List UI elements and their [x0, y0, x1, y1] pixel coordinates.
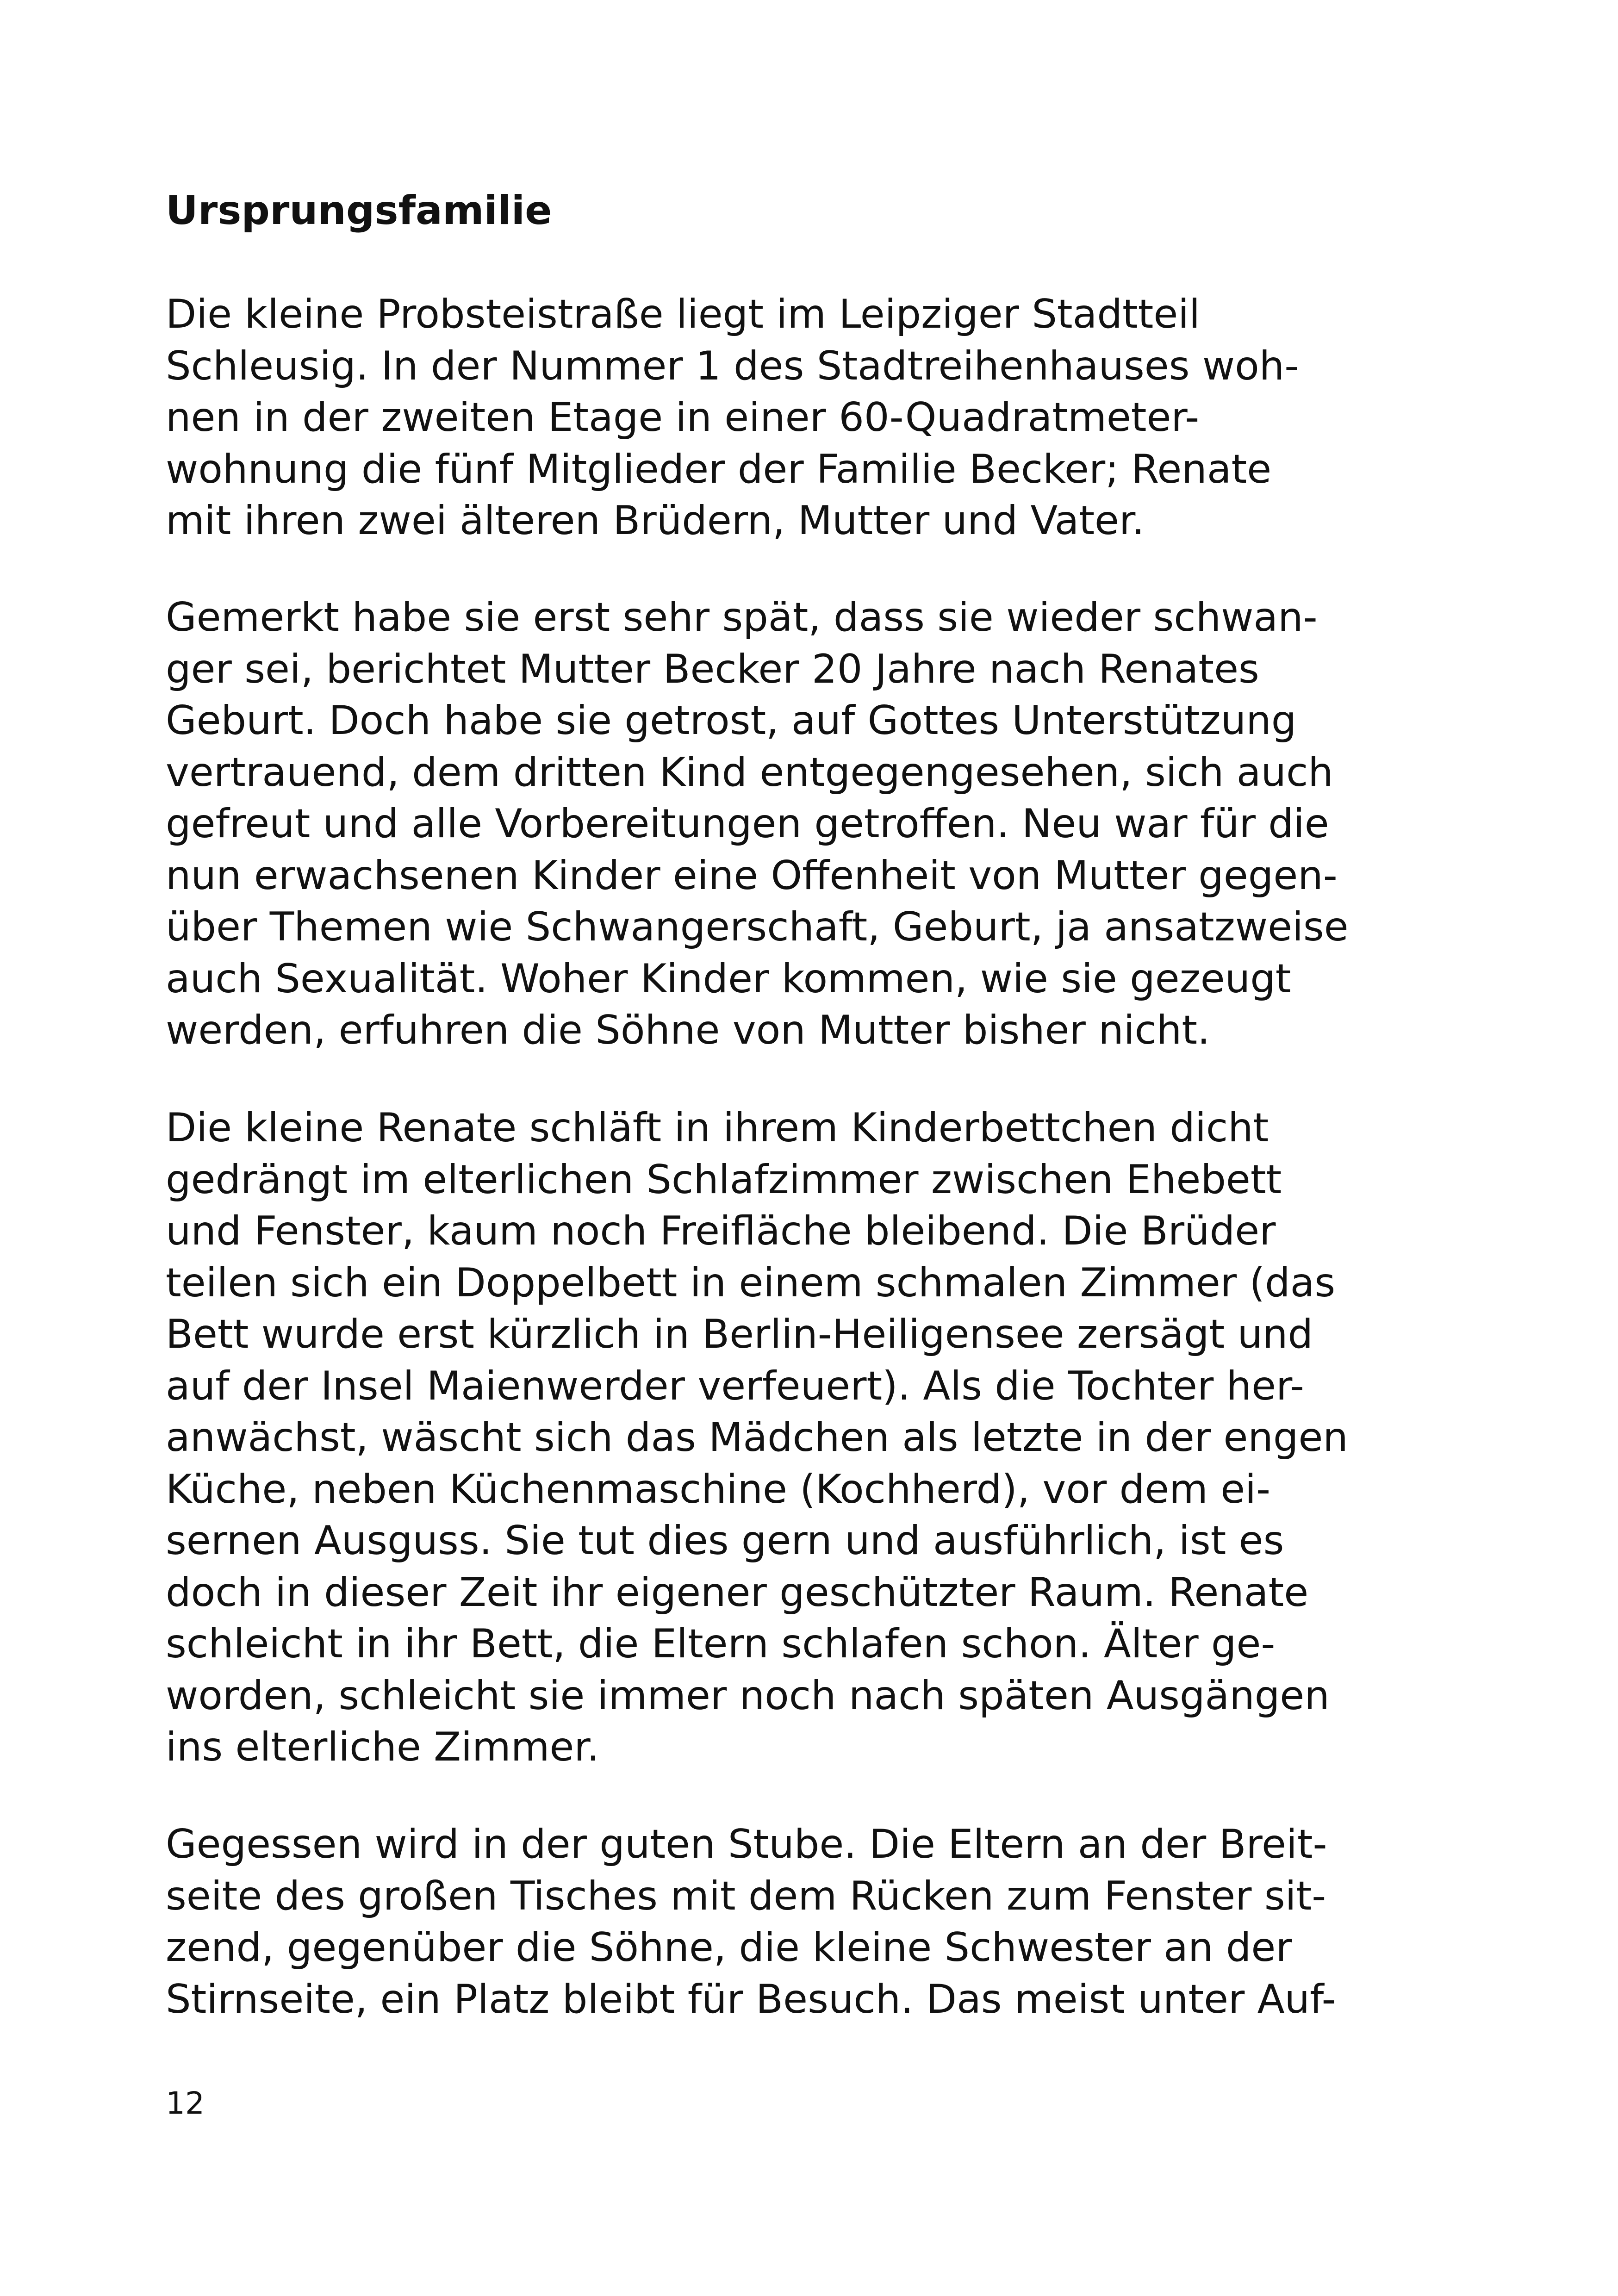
text-line: worden, schleicht sie immer noch nach späten Ausgängen — [166, 1672, 1330, 1719]
text-line: nun erwachsenen Kinder eine Offenheit von Mutter gegen- — [166, 852, 1338, 899]
text-line: Schleusig. In der Nummer 1 des Stadtreihenhauses woh- — [166, 342, 1299, 389]
text-line: über Themen wie Schwangerschaft, Geburt, ja ansatzweise — [166, 904, 1349, 950]
text-line: teilen sich ein Doppelbett in einem schmalen Zimmer (das — [166, 1259, 1336, 1306]
paragraph-3 — [166, 1102, 1348, 1773]
text-line: gefreut und alle Vorbereitungen getroffen. Neu war für die — [166, 801, 1329, 847]
paragraph-1 — [166, 289, 1299, 547]
text-line: anwächst, wäscht sich das Mädchen als letzte in der engen — [166, 1414, 1348, 1461]
text-line: Gegessen wird in der guten Stube. Die Eltern an der Breit- — [166, 1821, 1327, 1867]
text-line: sernen Ausguss. Sie tut dies gern und ausführlich, ist es — [166, 1518, 1284, 1564]
text-line: seite des großen Tisches mit dem Rücken zum Fenster sit- — [166, 1873, 1326, 1919]
text-line: schleicht in ihr Bett, die Eltern schlafen schon. Älter ge- — [166, 1621, 1276, 1667]
text-line: gedrängt im elterlichen Schlafzimmer zwischen Ehebett — [166, 1156, 1282, 1203]
text-line: auf der Insel Maienwerder verfeuert). Als die Tochter her- — [166, 1363, 1304, 1409]
text-line: nen in der zweiten Etage in einer 60-Quadratmeter- — [166, 394, 1200, 441]
text-line: Die kleine Probsteistraße liegt im Leipziger Stadtteil — [166, 291, 1201, 337]
page-number: 12 — [166, 2085, 205, 2121]
text-line: doch in dieser Zeit ihr eigener geschützter Raum. Renate — [166, 1569, 1309, 1616]
text-line: mit ihren zwei älteren Brüdern, Mutter und Vater. — [166, 498, 1145, 544]
text-line: ins elterliche Zimmer. — [166, 1724, 600, 1770]
text-line: Bett wurde erst kürzlich in Berlin-Heiligensee zersägt und — [166, 1311, 1313, 1357]
text-line: Die kleine Renate schläft in ihrem Kinderbettchen dicht — [166, 1105, 1269, 1151]
text-line: werden, erfuhren die Söhne von Mutter bisher nicht. — [166, 1007, 1210, 1053]
text-line: wohnung die fünf Mitglieder der Familie Becker; Renate — [166, 446, 1272, 492]
text-line: Gemerkt habe sie erst sehr spät, dass sie wieder schwan- — [166, 594, 1318, 641]
text-line: Stirnseite, ein Platz bleibt für Besuch. Das meist unter Auf- — [166, 1976, 1336, 2022]
text-line: ger sei, berichtet Mutter Becker 20 Jahre nach Renates — [166, 646, 1259, 692]
paragraph-4 — [166, 1819, 1336, 2025]
chapter-heading: Ursprungsfamilie — [166, 187, 552, 234]
text-line: Küche, neben Küchenmaschine (Kochherd), vor dem ei- — [166, 1466, 1271, 1512]
text-line: auch Sexualität. Woher Kinder kommen, wie sie gezeugt — [166, 955, 1291, 1002]
text-line: zend, gegenüber die Söhne, die kleine Schwester an der — [166, 1924, 1292, 1971]
text-line: vertrauend, dem dritten Kind entgegengesehen, sich auch — [166, 749, 1333, 796]
text-line: Geburt. Doch habe sie getrost, auf Gottes Unterstützung — [166, 697, 1297, 744]
text-line: und Fenster, kaum noch Freifläche bleibend. Die Brüder — [166, 1208, 1276, 1254]
paragraph-2 — [166, 592, 1349, 1057]
